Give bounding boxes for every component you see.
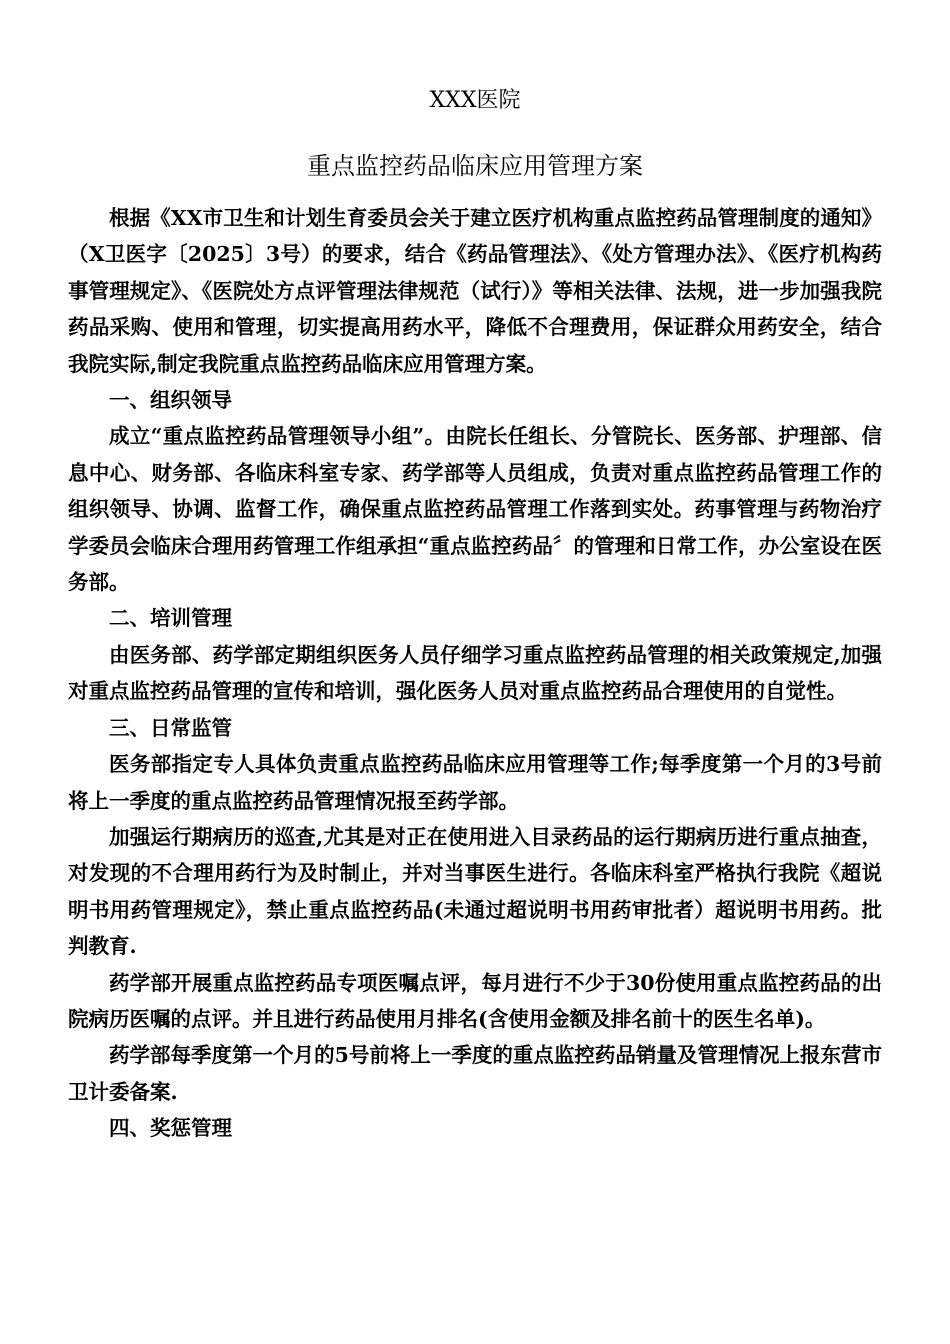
training-paragraph: 由医务部、药学部定期组织医务人员仔细学习重点监控药品管理的相关政策规定,加强对重点监控药品管理的宣传和培训，强化医务人员对重点监控药品合理使用的自觉性。 xyxy=(68,642,882,704)
supervision-paragraph-4: 药学部每季度第一个月的5号前将上一季度的重点监控药品销量及管理情况上报东营市卫计委备案. xyxy=(68,1043,882,1104)
section-heading-rewards: 四、奖惩管理 xyxy=(109,1116,232,1141)
section-heading-training: 二、培训管理 xyxy=(109,606,232,631)
supervision-paragraph-2: 加强运行期病历的巡查,尤其是对正在使用进入目录药品的运行期病历进行重点抽查，对发现的不合理用药行为及时制止，并对当事医生进行。各临床科室严格执行我院《超说明书用药管理规定》，禁止重点监控药品(未通过超说明书用药审批者）超说明书用药。批判教育. xyxy=(68,824,882,959)
section-heading-supervision: 三、日常监管 xyxy=(109,715,232,740)
document-body xyxy=(68,200,882,1147)
organization-paragraph: 成立“重点监控药品管理领导小组”。由院长任组长、分管院长、医务部、护理部、信息中心、财务部、各临床科室专家、药学部等人员组成，负责对重点监控药品管理工作的组织领导、协调、监督工作，确保重点监控药品管理工作落到实处。药事管理与药物治疗学委员会临床合理用药管理工作组承担“重点监控药品〞的管理和日常工作，办公室设在医务部。 xyxy=(68,424,882,595)
document-title: 重点监控药品临床应用管理方案 xyxy=(307,152,643,180)
supervision-paragraph-3: 药学部开展重点监控药品专项医嘱点评，每月进行不少于30份使用重点监控药品的出院病历医嘱的点评。并且进行药品使用月排名(含使用金额及排名前十的医生名单)。 xyxy=(68,970,882,1031)
hospital-name: XXX医院 xyxy=(429,88,521,113)
intro-paragraph: 根据《XX市卫生和计划生育委员会关于建立医疗机构重点监控药品管理制度的通知》（X卫医字〔2025〕3号）的要求，结合《药品管理法》、《处方管理办法》、《医疗机构药事管理规定》、《医院处方点评管理法律规范（试行）》等相关法律、法规，进一步加强我院药品采购、使用和管理，切实提高用药水平，降低不合理费用，保证群众用药安全，结合我院实际,制定我院重点监控药品临床应用管理方案。 xyxy=(68,206,882,376)
section-heading-organization: 一、组织领导 xyxy=(109,388,232,413)
supervision-paragraph-1: 医务部指定专人具体负责重点监控药品临床应用管理等工作;每季度第一个月的3号前将上一季度的重点监控药品管理情况报至药学部。 xyxy=(68,752,882,813)
